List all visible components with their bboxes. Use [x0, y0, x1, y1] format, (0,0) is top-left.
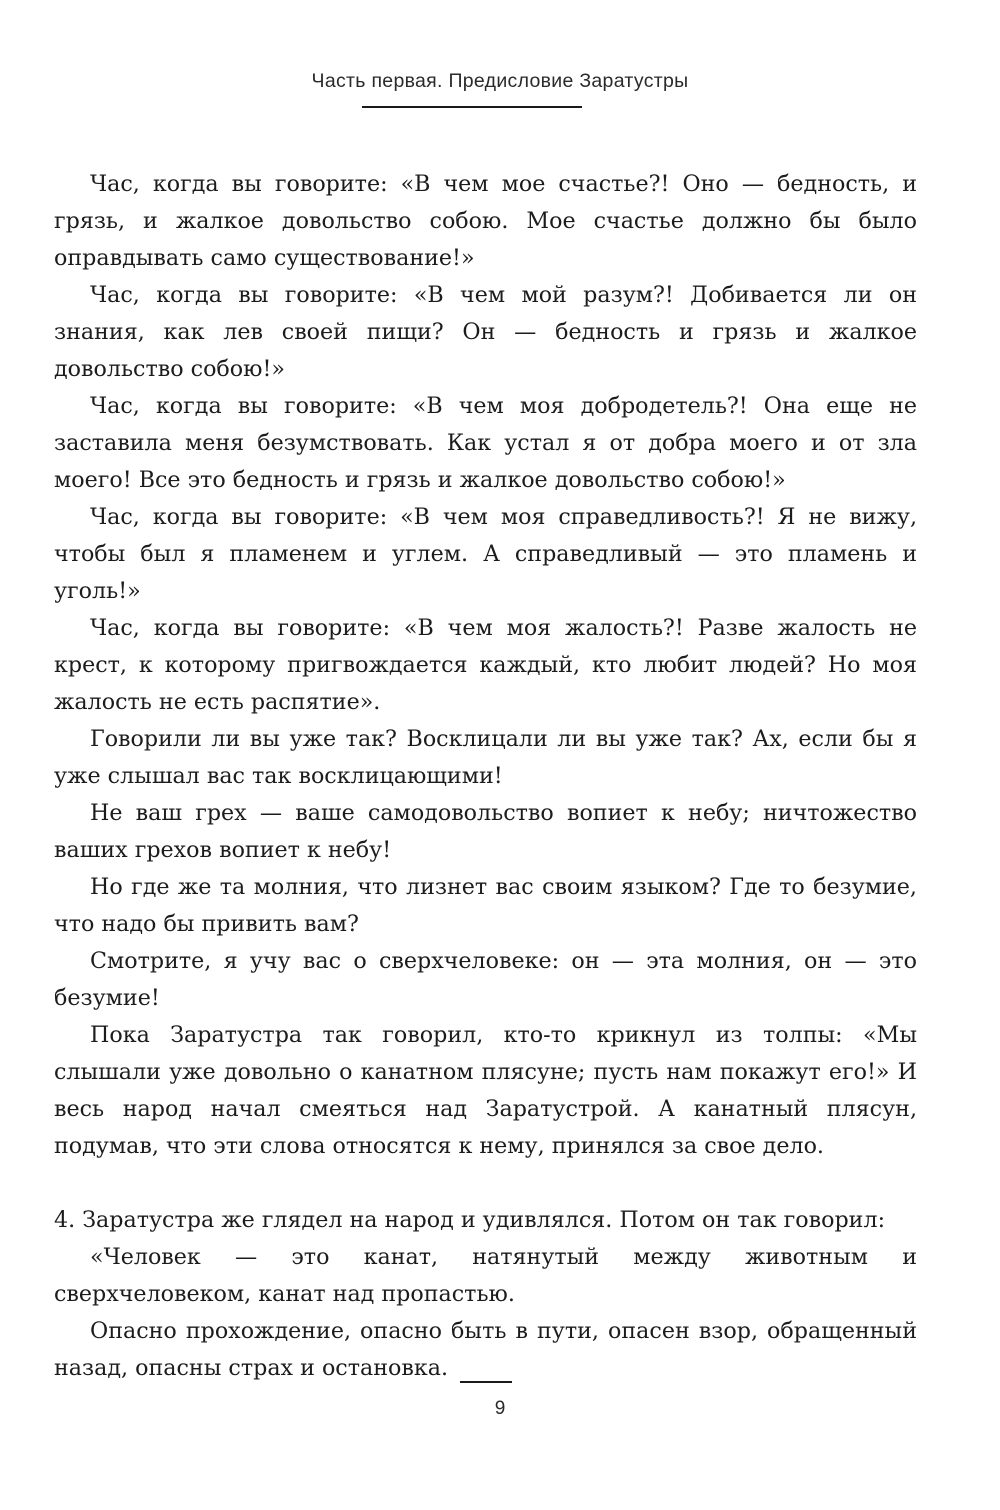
paragraph: Смотрите, я учу вас о сверхчеловеке: он — эта молния, он — это безумие!: [54, 948, 917, 1011]
paragraph: Не ваш грех — ваше самодовольство вопиет к небу; ничтожество ваших грехов вопиет к небу!: [54, 800, 917, 863]
running-head: Часть первая. Предисловие Заратустры: [311, 70, 689, 92]
section-4-start: 4. Заратустра же глядел на народ и удивлялся. Потом он так говорил:: [54, 1207, 886, 1233]
paragraph: Пока Заратустра так говорил, кто-то крикнул из толпы: «Мы слышали уже довольно о канатном плясуне; пусть нам покажут его!» И весь народ начал смеяться над Заратустрой. А канатный плясун, подумав, что эти слова относятся к нему, принялся за свое дело.: [54, 1022, 917, 1159]
paragraph: Час, когда вы говорите: «В чем мой разум?! Добивается ли он знания, как лев своей пищи? Он — бедность и грязь и жалкое довольство собою!»: [54, 282, 917, 382]
paragraph: Час, когда вы говорите: «В чем моя справедливость?! Я не вижу, чтобы был я пламенем и углем. А справедливый — это пламень и уголь!»: [54, 504, 917, 604]
paragraph: Час, когда вы говорите: «В чем мое счастье?! Оно — бедность, и грязь, и жалкое довольство собою. Мое счастье должно бы было оправдывать само существование!»: [54, 171, 917, 271]
body-text: [54, 166, 917, 1387]
running-head-rule: [362, 106, 582, 108]
paragraph: Час, когда вы говорите: «В чем моя добродетель?! Она еще не заставила меня безумствовать. Как устал я от добра моего и от зла моего! Все это бедность и грязь и жалкое довольство собою!»: [54, 393, 917, 493]
paragraph: Но где же та молния, что лизнет вас своим языком? Где то безумие, что надо бы привить вам?: [54, 874, 917, 937]
paragraph: «Человек — это канат, натянутый между животным и сверхчеловеком, канат над пропастью.: [54, 1244, 917, 1307]
paragraph: Опасно прохождение, опасно быть в пути, опасен взор, обращенный назад, опасны страх и остановка.: [54, 1318, 917, 1381]
page-number-rule: [460, 1381, 512, 1383]
paragraph: Час, когда вы говорите: «В чем моя жалость?! Разве жалость не крест, к которому пригвождается каждый, кто любит людей? Но моя жалость не есть распятие».: [54, 615, 917, 715]
page-number: 9: [494, 1398, 506, 1419]
paragraph: Говорили ли вы уже так? Восклицали ли вы уже так? Ах, если бы я уже слышал вас так восклицающими!: [54, 726, 917, 789]
